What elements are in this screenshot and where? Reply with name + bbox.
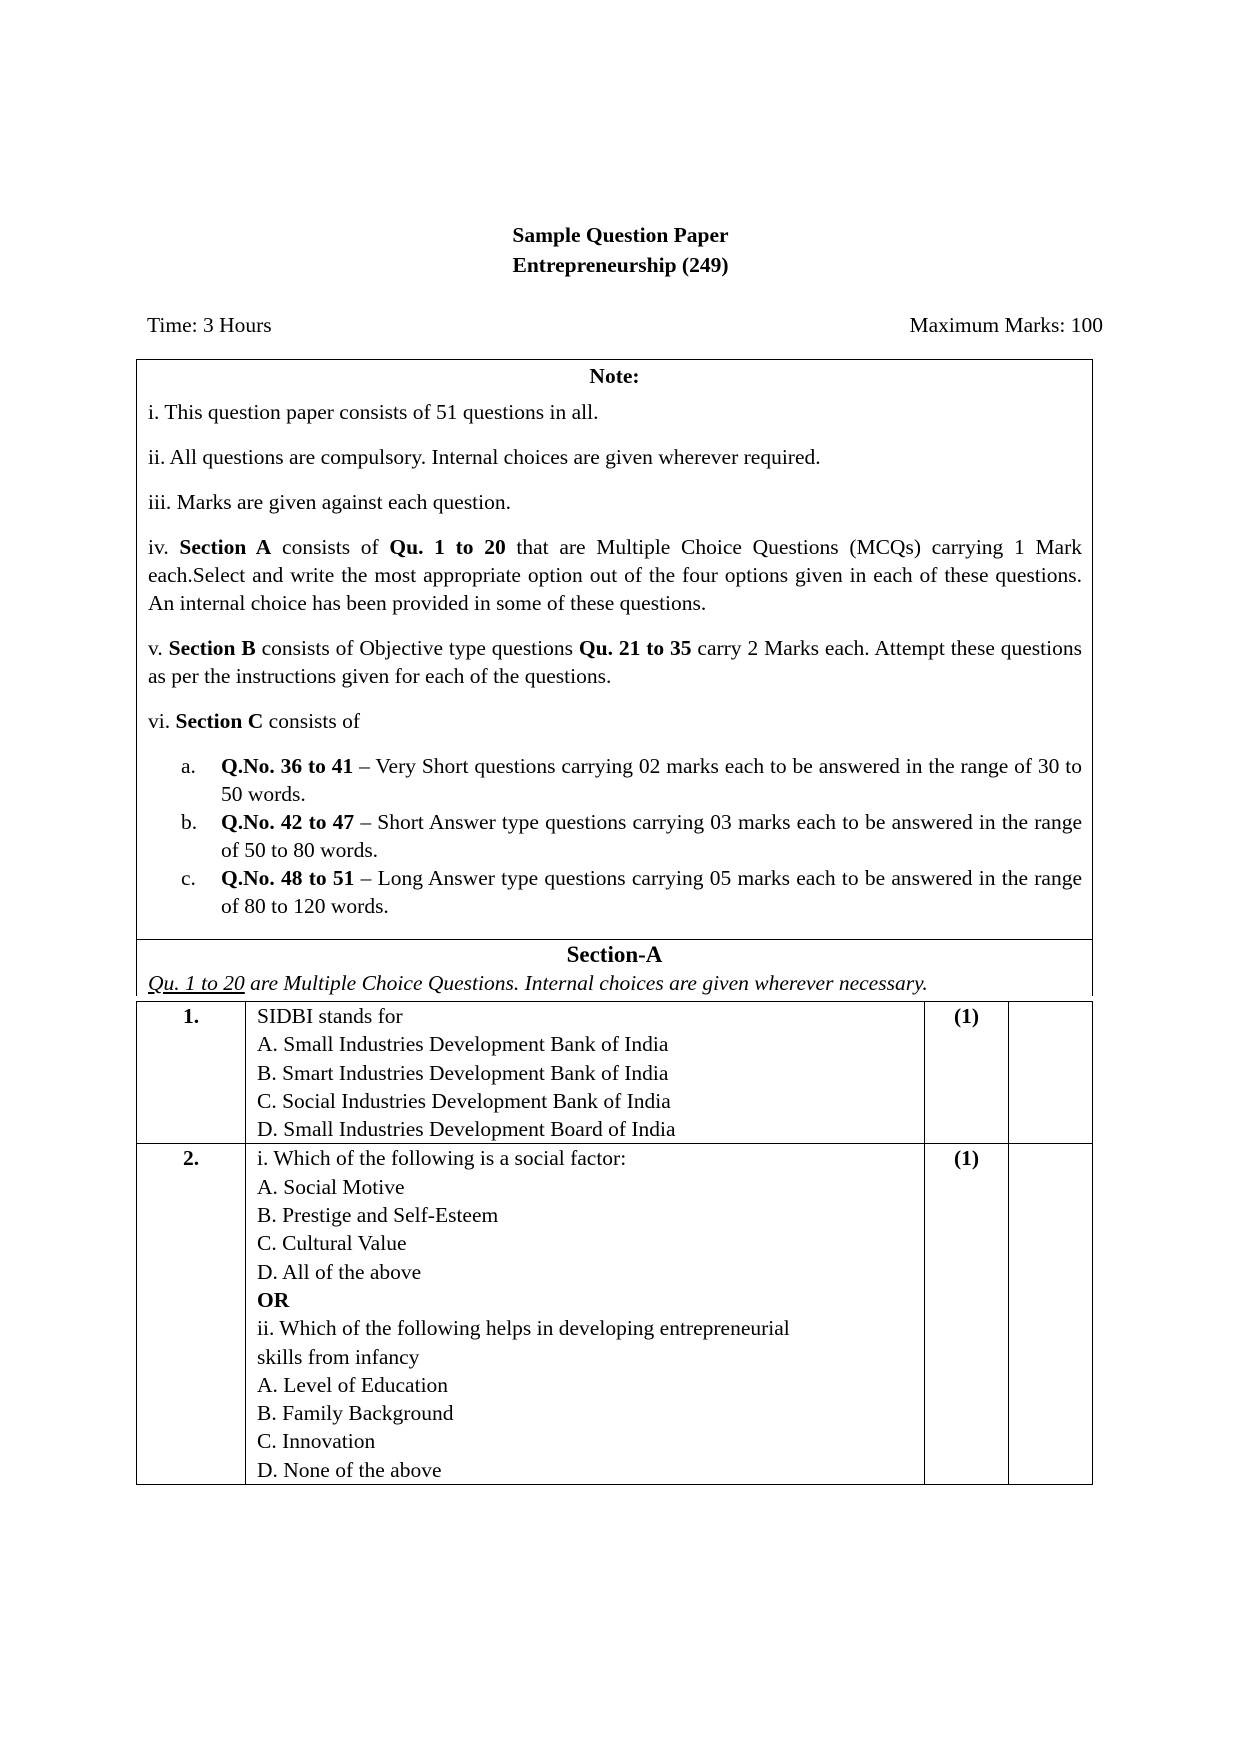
note-heading: Note: bbox=[589, 364, 640, 388]
note-v bbox=[148, 634, 1082, 690]
option: B. Smart Industries Development Bank of India bbox=[257, 1060, 669, 1085]
note-ii: ii. All questions are compulsory. Internal choices are given wherever required. bbox=[148, 445, 821, 469]
section-a-title: Section-A bbox=[566, 942, 663, 967]
text: consists of Objective type questions bbox=[255, 636, 579, 660]
question-row bbox=[137, 1002, 1093, 1144]
question-stem: i. Which of the following is a social factor: bbox=[257, 1146, 627, 1171]
bold-text: Qu. 1 to 20 bbox=[389, 535, 506, 559]
question-stem: SIDBI stands for bbox=[257, 1004, 403, 1028]
note-iii: iii. Marks are given against each question. bbox=[148, 490, 512, 514]
option: D. None of the above bbox=[257, 1457, 442, 1482]
question-number: 1. bbox=[137, 1002, 246, 1144]
note-sub-a bbox=[181, 752, 1082, 808]
bold-text: Qu. 21 to 35 bbox=[578, 636, 692, 660]
text: iv. bbox=[148, 535, 180, 559]
text bbox=[221, 752, 1082, 808]
question-text bbox=[246, 1144, 925, 1485]
note-vi bbox=[148, 707, 1082, 735]
text: – Long Answer type questions carrying 05 marks each to be answered in the range of 80 to 120 words. bbox=[221, 866, 1082, 918]
paper-subject: Entrepreneurship (249) bbox=[512, 253, 729, 277]
underlined-text: Qu. 1 to 20 bbox=[148, 971, 245, 995]
text bbox=[221, 864, 1082, 920]
option: C. Cultural Value bbox=[257, 1231, 407, 1256]
option: C. Innovation bbox=[257, 1429, 376, 1454]
note-sub-b bbox=[181, 808, 1082, 864]
option: D. Small Industries Development Board of India bbox=[257, 1117, 676, 1142]
option: B. Prestige and Self-Esteem bbox=[257, 1203, 499, 1228]
list-letter: c. bbox=[181, 866, 196, 890]
section-a-header bbox=[137, 939, 1092, 996]
note-iv bbox=[148, 533, 1082, 617]
question-stem: ii. Which of the following helps in developing entrepreneurial skills from infancy bbox=[257, 1316, 790, 1369]
question-row bbox=[137, 1144, 1093, 1485]
bold-text: Section B bbox=[168, 636, 256, 660]
instructions-box bbox=[136, 359, 1093, 996]
or-label: OR bbox=[257, 1287, 290, 1312]
note-i: i. This question paper consists of 51 questions in all. bbox=[148, 400, 599, 424]
maximum-marks: Maximum Marks: 100 bbox=[909, 313, 1103, 337]
section-a-description bbox=[137, 970, 1092, 996]
question-text bbox=[246, 1002, 925, 1144]
time-allowed: Time: 3 Hours bbox=[147, 313, 272, 337]
text: vi. bbox=[148, 709, 176, 733]
list-letter: b. bbox=[181, 810, 198, 834]
text: consists of bbox=[271, 535, 390, 559]
question-marks: (1) bbox=[925, 1002, 1009, 1144]
text: that are Multiple Choice Questions (MCQs) carrying 1 Mark each.Select and write the most appropriate option out of the four options given in each of these questions. An internal choice has been provided in some of these questions. bbox=[148, 535, 1083, 615]
bold-text: Section A bbox=[179, 535, 272, 559]
text: are Multiple Choice Questions. Internal choices are given wherever necessary. bbox=[244, 971, 928, 995]
paper-title: Sample Question Paper bbox=[512, 223, 729, 247]
text: – Very Short questions carrying 02 marks each to be answered in the range of 30 to 50 words. bbox=[221, 754, 1082, 806]
option: C. Social Industries Development Bank of India bbox=[257, 1088, 671, 1113]
text: v. bbox=[148, 636, 169, 660]
option: D. All of the above bbox=[257, 1259, 422, 1284]
bold-text: Section C bbox=[175, 709, 264, 733]
note-sub-c bbox=[181, 864, 1082, 920]
question-number: 2. bbox=[137, 1144, 246, 1485]
blank-cell bbox=[1009, 1002, 1093, 1144]
text: – Short Answer type questions carrying 03 marks each to be answered in the range of 50 to 80 words. bbox=[221, 810, 1082, 862]
text: consists of bbox=[263, 709, 361, 733]
option: A. Small Industries Development Bank of India bbox=[257, 1032, 669, 1057]
questions-table bbox=[136, 1001, 1093, 1485]
option: B. Family Background bbox=[257, 1401, 454, 1426]
blank-cell bbox=[1009, 1144, 1093, 1485]
bold-text: Q.No. 36 to 41 bbox=[221, 754, 354, 778]
text bbox=[221, 808, 1082, 864]
list-letter: a. bbox=[181, 754, 196, 778]
option: A. Level of Education bbox=[257, 1372, 449, 1397]
question-marks: (1) bbox=[925, 1144, 1009, 1485]
bold-text: Q.No. 42 to 47 bbox=[221, 810, 355, 834]
bold-text: Q.No. 48 to 51 bbox=[221, 866, 355, 890]
text: carry 2 Marks each. Attempt these questions as per the instructions given for each of the questions. bbox=[148, 636, 1082, 688]
option: A. Social Motive bbox=[257, 1174, 405, 1199]
